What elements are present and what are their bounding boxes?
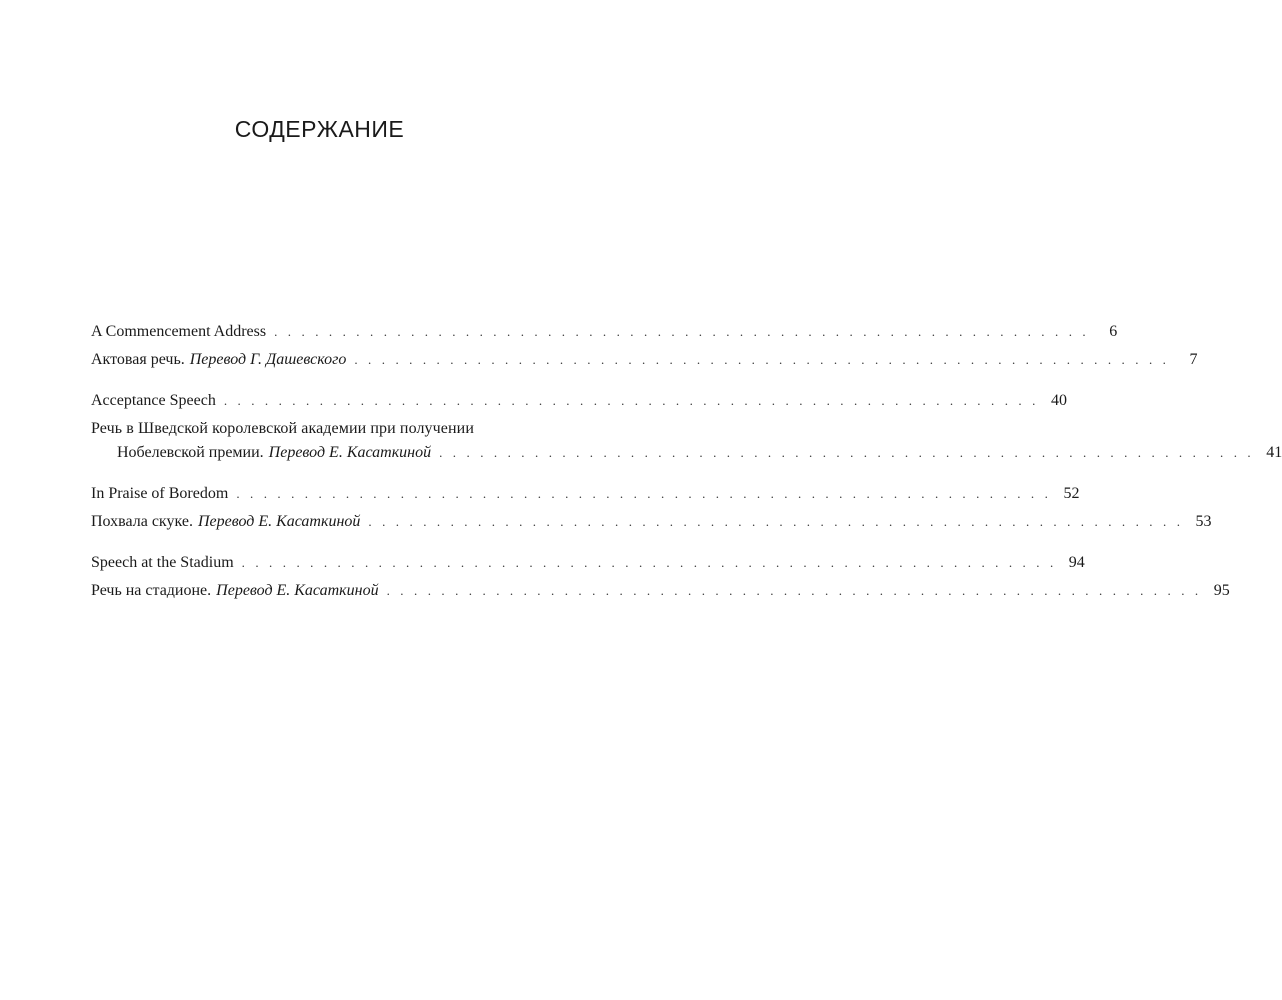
entry-second-line (91, 441, 1282, 465)
toc-group (91, 482, 1212, 534)
toc-entry[interactable] (91, 551, 1085, 575)
dot-leader: . . . . . . . . . . . . . . . . . . . . . . . . . . . . . . . . . . . . . . . . . . . . . . . . . . . . . . . . . . . . (386, 583, 1202, 598)
toc-group (91, 551, 1230, 603)
toc-entry[interactable] (91, 579, 1230, 603)
toc-group (91, 320, 1198, 372)
toc-entry[interactable] (91, 417, 1282, 465)
entry-translator: Перевод Е. Касаткиной (216, 582, 379, 599)
dot-leader: . . . . . . . . . . . . . . . . . . . . . . . . . . . . . . . . . . . . . . . . . . . . . . . . . . . . . . . . . . . . (223, 393, 1039, 408)
toc-entry[interactable] (91, 348, 1198, 372)
entry-title: Speech at the Stadium (91, 554, 234, 571)
toc-entry[interactable] (91, 320, 1118, 344)
dot-leader: . . . . . . . . . . . . . . . . . . . . . . . . . . . . . . . . . . . . . . . . . . . . . . . . . . . . . . . . . . . . (439, 445, 1255, 460)
toc-group (91, 389, 1282, 465)
entry-translator: Перевод Г. Дашевского (189, 351, 347, 368)
entry-title: Acceptance Speech (91, 392, 216, 409)
entry-title: In Praise of Boredom (91, 485, 229, 502)
page-number: 52 (1063, 485, 1080, 502)
dot-leader: . . . . . . . . . . . . . . . . . . . . . . . . . . . . . . . . . . . . . . . . . . . . . . . . . . . . . . . . . . . . (274, 324, 1090, 339)
toc-entry[interactable] (91, 510, 1212, 534)
dot-leader: . . . . . . . . . . . . . . . . . . . . . . . . . . . . . . . . . . . . . . . . . . . . . . . . . . . . . . . . . . . . (354, 352, 1170, 367)
entry-translator: Перевод Е. Касаткиной (197, 513, 361, 530)
page-title: СОДЕРЖАНИЕ (234, 116, 405, 142)
dot-leader: . . . . . . . . . . . . . . . . . . . . . . . . . . . . . . . . . . . . . . . . . . . . . . . . . . . . . . . . . . . . (241, 555, 1057, 570)
entry-title: Похвала скуке. (91, 513, 193, 530)
page-number: 41 (1266, 444, 1282, 461)
page-number: 94 (1068, 554, 1085, 571)
dot-leader: . . . . . . . . . . . . . . . . . . . . . . . . . . . . . . . . . . . . . . . . . . . . . . . . . . . . . . . . . . . . (236, 486, 1052, 501)
toc-entry[interactable] (91, 389, 1067, 413)
entry-title: A Commencement Address (91, 323, 267, 340)
toc-entry[interactable] (91, 482, 1080, 506)
page-number: 95 (1213, 582, 1230, 599)
entry-title-line2: Нобелевской премии. (117, 444, 264, 461)
table-of-contents (91, 320, 1282, 620)
page-number: 53 (1195, 513, 1212, 530)
entry-title-line1: Речь в Шведской королевской академии при получении (91, 420, 474, 437)
page-number: 6 (1109, 323, 1118, 340)
page-number: 7 (1189, 351, 1198, 368)
page-number: 40 (1050, 392, 1067, 409)
entry-title: Речь на стадионе. (91, 582, 212, 599)
entry-title: Актовая речь. (91, 351, 185, 368)
entry-translator: Перевод Е. Касаткиной (268, 444, 432, 461)
dot-leader: . . . . . . . . . . . . . . . . . . . . . . . . . . . . . . . . . . . . . . . . . . . . . . . . . . . . . . . . . . . . (368, 514, 1184, 529)
